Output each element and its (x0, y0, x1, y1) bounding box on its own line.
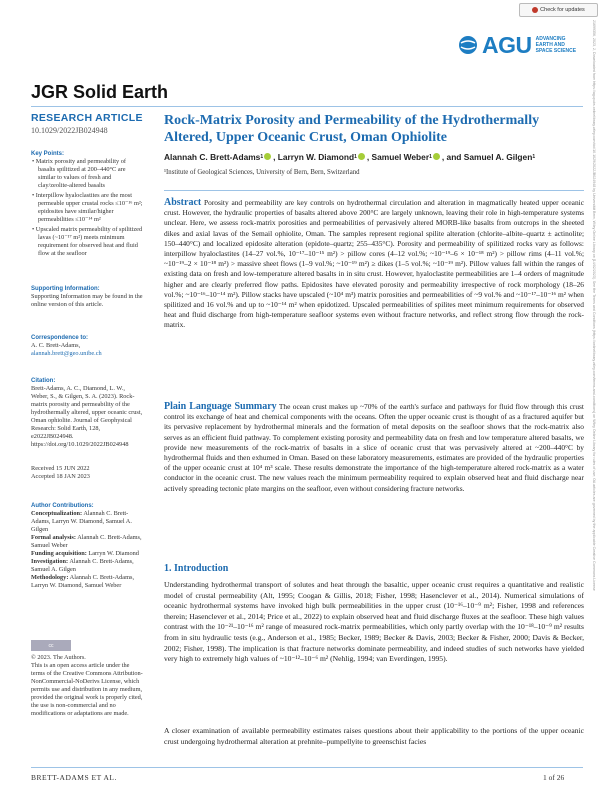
plain-language-summary (164, 402, 584, 494)
journal-title: JGR Solid Earth (31, 82, 169, 102)
contribution-item: Investigation: Alannah C. Brett-Adams, Samuel A. Gilgen (31, 558, 134, 573)
header-divider (31, 106, 583, 107)
supporting-information: Supporting Information: Supporting Information may be found in the online version of this article. (31, 286, 143, 308)
author-contributions: Author Contributions: Conceptualization: Alannah C. Brett-Adams, Larryn W. Diamond, Samuel A. Gilgen Formal analysis: Alannah C. Brett-Adams, Samuel Weber Funding acquisition: Larryn W. Diamond Investigation: Alannah C. Brett-Adams, Samuel A. Gilgen Methodology: Alannah C. Brett-Adams, Larryn W. Diamond, Samuel Weber (31, 503, 142, 589)
introduction-heading: 1. Introduction (164, 563, 229, 574)
citation: Citation: Brett-Adams, A. C., Diamond, L. W., Weber, S., & Gilgen, S. A. (2023). Rock-matrix porosity and permeability of the hydrothermally altered, upper oceanic crust, Oman ophiolite. Journal of Geophysical Research: Solid Earth, 128, e2022JB024948. https://doi.org/10.1029/2022JB024948 (31, 378, 143, 448)
correspondence-email[interactable]: alannah.brett@geo.unibe.ch (31, 350, 102, 357)
abstract-divider (164, 190, 584, 191)
article-dates: Received 15 JUN 2022 Accepted 18 JAN 2023 (31, 465, 90, 480)
crossmark-icon (532, 7, 538, 13)
agu-wordmark: AGU (482, 31, 532, 58)
plain-language-label: Plain Language Summary (164, 401, 277, 412)
affiliation: ¹Institute of Geological Sciences, University of Bern, Bern, Switzerland (164, 169, 360, 176)
footer-divider (31, 767, 583, 768)
article-doi[interactable]: 10.1029/2022JB024948 (31, 126, 108, 135)
contribution-item: Funding acquisition: Larryn W. Diamond (31, 550, 139, 557)
plain-language-text: The ocean crust makes up ~70% of the earth's surface and pathways for fluid flow through this crust control its exchange of heat and chemical components with the oceans. Often the upper oceanic crust is thought of as a fractured aquifer but its pervasive replacement by hydrothermal minerals and the formation of metal deposits on the seafloor shows that the rock-matrix also serves as an efficient fluid pathway. To complement existing porosity and permeability data on fresh and low temperature altered basalts, we provide new measurements of the rock-matrix of basalts in a slice of oceanic crust that was pervasively altered at ~200–440°C by hydrothermal fluids and then exhumed in Oman. Based on these laboratory measurements, estimates are provided of the hydraulic properties of the upper oceanic crust at 10⁴ m³ scale. These results demonstrate the importance of the high-temperature altered rock-matrix as a water conductor in the oceanic crust. The new values reach the minimum permeability required to explain observed heat and fluid discharge near actively spreading tectonic plate margins on the seafloor, even without considering fracture networks. (164, 402, 584, 493)
agu-globe-icon (458, 35, 478, 55)
author-name: and Samuel A. Gilgen (446, 152, 533, 162)
creative-commons-badge-icon[interactable]: cc (31, 640, 71, 651)
author-name: Alannah C. Brett-Adams (164, 152, 261, 162)
check-for-updates-label: Check for updates (540, 7, 585, 13)
download-margin-note: 21699356, 2023, 2, Downloaded from https://agupubs.onlinelibrary.wiley.com/doi/10.1029/2022JB024948 by Universität Bern, Wiley Online Library on [14/02/2023]. See the Terms and Conditions (https://onlinelibrary.wiley.com/terms-and-conditions) on Wiley Online Library for rules of use; OA articles are governed by the applicable Creative Commons License (592, 20, 596, 591)
agu-tagline: ADVANCING EARTH AND SPACE SCIENCE (535, 36, 577, 54)
article-type: RESEARCH ARTICLE (31, 112, 143, 124)
orcid-icon[interactable] (358, 153, 365, 160)
author-list: Alannah C. Brett-Adams 1 , Larryn W. Diamond 1 , Samuel Weber 1 , and Samuel A. Gilgen 1 (164, 152, 536, 162)
key-point: • Interpillow hyaloclastites are the most permeable upper crustal rocks ≤10⁻¹⁶ m²; epidosites have similar/higher permeabilities ≤10⁻¹⁴ m² (32, 192, 143, 223)
introduction-paragraph: A closer examination of available permeability estimates raises questions about their applicability to the portions of the upper oceanic crust undergoing hydrothermal alteration at prehnite–pumpellyite to greenschist facies (164, 726, 584, 746)
orcid-icon[interactable] (433, 153, 440, 160)
check-for-updates-button[interactable] (519, 3, 598, 17)
agu-logo[interactable] (458, 33, 576, 57)
contribution-item: Conceptualization: Alannah C. Brett-Adams, Larryn W. Diamond, Samuel A. Gilgen (31, 510, 132, 533)
copyright: © 2023. The Authors. This is an open access article under the terms of the Creative Commons Attribution-NonCommercial-NoDerivs License, which permits use and distribution in any medium, provided the original work is properly cited, the use is non-commercial and no modifications or adaptations are made. (31, 654, 143, 717)
key-point: • Upscaled matrix permeability of spilitized lavas (~10⁻¹⁷ m²) meets minimum requirement for observed heat and fluid flow at the seafloor (32, 226, 143, 257)
correspondence: Correspondence to: A. C. Brett-Adams, alannah.brett@geo.unibe.ch (31, 334, 143, 358)
key-point: • Matrix porosity and permeability of basalts spilitized at 200–440°C are similar to values of fresh and clay/zeolite-altered basalts (32, 158, 127, 189)
contribution-item: Formal analysis: Alannah C. Brett-Adams, Samuel Weber (31, 534, 142, 549)
abstract-label: Abstract (164, 197, 202, 208)
abstract-text: Porosity and permeability are key controls on hydrothermal circulation and alteration in magmatically heated upper oceanic crust. However, the hydraulic properties of basalts altered above 200°C are largely unknown, leaving their role in high-temperature systems unclear. Here, we assess rock-matrix porosities and permeabilities of pervasively altered MORB-like basalts from outcrops in the sheeted dikes and axial lavas of the Semail ophiolite, Oman. The samples represent regional spilite alteration (chlorite–albite–quartz ± actinolite; 150–440°C) and localized epidosite alteration (epidote–quartz; 255–435°C). Porosity and permeability of spilitized rocks vary as follows: interpillow hyaloclastites (14–27 vol.%, 10⁻¹⁷–10⁻¹⁵ m²) > pillow cores (4–12 vol.%; ~10⁻¹⁹–6 × 10⁻¹⁸ m²) > pillow rims (4–11 vol.%; ~10⁻¹⁹–2 × 10⁻¹⁸ m²) > massive sheet flows (1–9 vol.%; ~10⁻¹⁹ m²) ≥ dikes (1–5 vol.%; ~10⁻¹⁹ m²). Pillow values fall within the ranges of existing data on fresh and low-temperature altered basalts in in situ crust. However, hyaloclastite permeabilities are 1–4 orders of magnitude higher and are clearly preferred flow paths. Epidosites have elevated porosity and permeability irrespective of rock morphology (18–26 vol.%; ~10⁻¹⁶–10⁻¹⁴ m²). Pillow stacks have upscaled (~10⁴ m³) matrix porosities and permeabilities of ~9 vol.% and ~10⁻¹⁷–10⁻¹⁶ m² when spilitized and 16 vol.% and up to ~10⁻¹⁴ m² when epidotized. Upscaled permeabilities of spilites meet minimum requirements for observed heat and fluid discharge from high-temperature seafloor systems even without fracture networks, and reflect strong flow through the rock-matrix. (164, 198, 584, 330)
page-number: 1 of 26 (543, 773, 565, 782)
abstract (164, 198, 584, 331)
running-author: BRETT-ADAMS ET AL. (31, 773, 117, 782)
orcid-icon[interactable] (264, 153, 271, 160)
author-name: Samuel Weber (371, 152, 430, 162)
author-name: Larryn W. Diamond (277, 152, 355, 162)
contribution-item: Methodology: Alannah C. Brett-Adams, Larryn W. Diamond, Samuel Weber (31, 574, 135, 589)
introduction-paragraph: Understanding hydrothermal transport of solutes and heat through the basaltic, upper oceanic crust requires a quantitative and realistic model of crustal permeability (Alt, 1995; Coogan & Gillis, 2018; Fisher, 1998; Hasenclever et al., 2014). Numerical simulations of oceanic hydrothermal systems have invoked high bulk permeabilities in the upper crust (10⁻¹⁶–10⁻⁹ m²; Fisher, 1998 and references therein; Hasenclever et al., 2014; Price et al., 2022) to explain observed heat and fluid discharge fluxes at the seafloor. These high values contrast with the 10⁻²¹–10⁻¹⁶ m² range of measured rock-matrix permeabilities, which only partly overlap with the 10⁻¹⁸–10⁻⁹ m² results from in situ hydraulic tests (e.g., Anderson et al., 1985; Becker, 1989; Becker & Davis, 2003; Becker & Fisher, 2000; Davis & Becker, 2002; Fisher, 1998). The implication is that fracture networks dominate permeability, and indeed studies of such networks have yielded very high to extremely high values of ~10⁻¹²–10⁻⁶ m² (Nehlig, 1994; van Everdingen, 1995). (164, 580, 584, 664)
article-title: Rock-Matrix Porosity and Permeability of the Hydrothermally Altered, Upper Oceanic Crust, Oman Ophiolite (164, 113, 540, 145)
key-points: Key Points: • Matrix porosity and permeability of basalts spilitized at 200–440°C are similar to values of fresh and clay/zeolite-altered basalts • Interpillow hyaloclastites are the most permeable upper crustal rocks ≤10⁻¹⁶ m²; epidosites have similar/higher permeabilities ≤10⁻¹⁴ m² • Upscaled matrix permeability of spilitized lavas (~10⁻¹⁷ m²) meets minimum requirement for observed heat and fluid flow at the seafloor (31, 151, 143, 257)
